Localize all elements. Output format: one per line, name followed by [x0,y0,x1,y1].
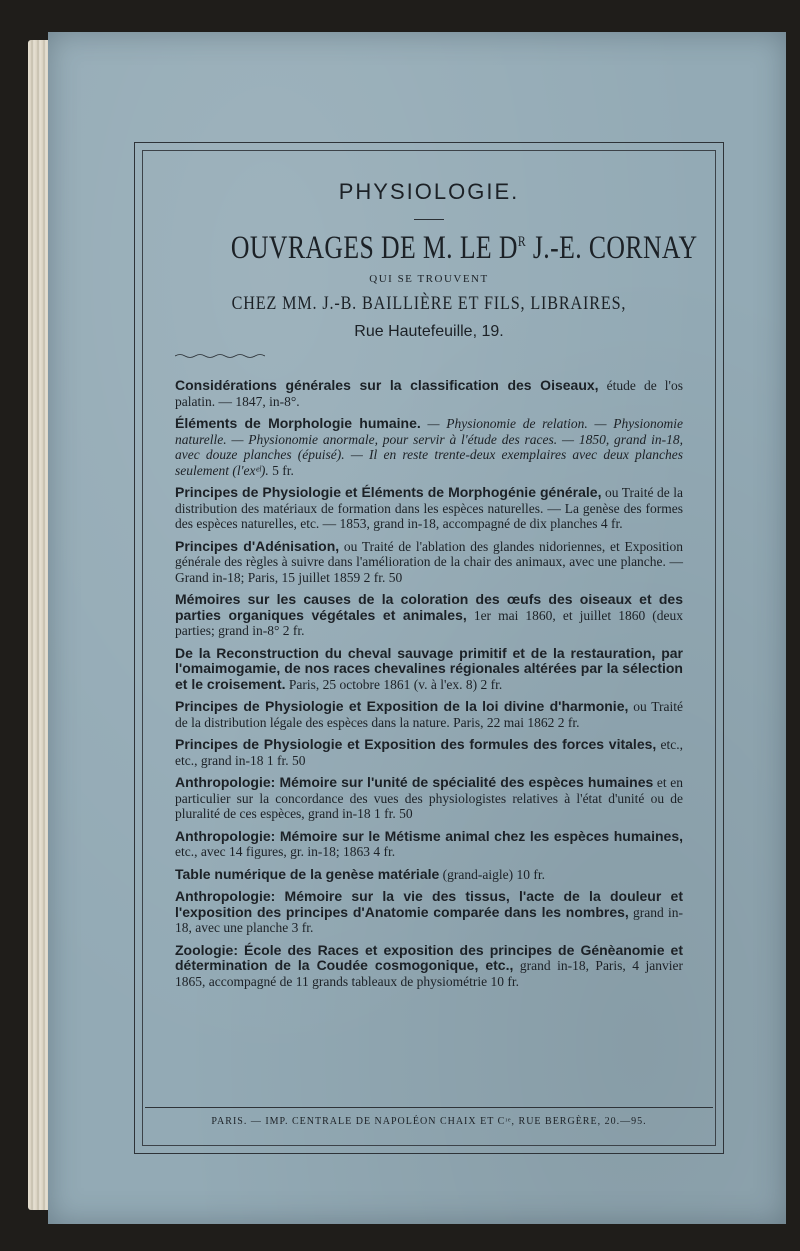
main-title-prefix: OUVRAGES DE M. LE D [230,230,518,266]
book-cover [48,32,786,1224]
entry-body: grand in-18, Paris, 4 janvier 1865, accompagné de 11 grands tableaux de physiométrie [175,958,684,989]
list-item [175,737,683,768]
entry-title: Éléments de Morphologie humaine. [175,415,421,431]
list-item [175,646,683,693]
address: Rue Hautefeuille, 19. [354,323,504,340]
entry-price: 1 fr. 50 [374,806,413,821]
list-item [175,539,683,586]
entry-body: (grand-aigle) [442,866,514,882]
entry-price: 2 fr. 50 [363,569,403,585]
entry-price: 10 fr. [490,973,520,989]
entry-title: Considérations générales sur la classification des Oiseaux, [175,377,599,393]
printer-imprint: PARIS. — IMP. CENTRALE DE NAPOLÉON CHAIX ET Cᶦᵉ, RUE BERGÈRE, 20.—95. [145,1107,713,1146]
list-item [175,889,683,936]
wavy-rule [175,353,265,359]
entry-price: 4 fr. [373,844,396,859]
list-item [175,775,683,822]
entry-title: Zoologie: École des Races et exposition des principes de Génèanomie et détermination de la Coudée cosmogonique, etc., [175,941,683,973]
entry-body: étude de l'os palatin. — 1847, in-8°. [175,378,683,409]
section-title: PHYSIOLOGIE. [338,179,520,204]
entry-price: 4 fr. [600,516,623,531]
entry-price: 2 fr. [557,714,580,730]
entry-body: ou Traité de la distribution des matériaux de formation dans les espèces naturelles. — La genèse des formes des espèces naturelles, etc. — 1853, grand in-18, accompagné de dix planches [175,485,684,531]
entry-body: et en particulier sur la concordance des vues des physiologistes relatives à l'état d'unité ou de pluralité de ces espèces, grand in-18 [175,775,684,821]
entry-title: Anthropologie: Mémoire sur la vie des tissus, l'acte de la douleur et l'exposition des principes d'Anatomie comparée dans les nombres, [175,888,683,920]
list-item [175,829,683,860]
entry-body: ou Traité de l'ablation des glandes nidoriennes, et Exposition générale des règles à suivre dans l'amélioration de la chair des animaux, avec une planche. — Grand in-18; Paris, 15 juillet 1859 [175,538,684,585]
entry-price: 2 fr. [282,623,305,638]
entry-title: Principes de Physiologie et Éléments de Morphogénie générale, [175,484,602,500]
entries-list [175,378,683,989]
entry-title: De la Reconstruction du cheval sauvage primitif et de la restauration, par l'omaimogamie, de nos races chevalines régionales altérées par la sélection et le croisement. [175,644,683,692]
entry-title: Principes de Physiologie et Exposition des formules des forces vitales, [175,736,657,752]
entry-title: Principes de Physiologie et Exposition de la loi divine d'harmonie, [175,698,629,714]
entry-body: Paris, 25 octobre 1861 (v. à l'ex. 8) [288,676,478,692]
list-item [175,416,683,478]
entry-body: etc., etc., grand in-18 [175,737,684,768]
list-item [175,378,683,409]
entry-price: 5 fr. [272,462,294,478]
list-item [175,592,683,639]
publisher: CHEZ MM. J.-B. BAILLIÈRE ET FILS, LIBRAIRES, [231,293,627,314]
entry-price: 3 fr. [291,920,314,935]
entry-body: — Physionomie de relation. — Physionomie naturelle. — Physionomie anormale, pour servir à l'étude des races. — 1850, grand in-18, avec douze planches (épuisé). — Il en reste trente-deux exemplaires avec deux planches seulement (l'exᵉˡ). [175,416,683,478]
entry-body: grand in-18, avec une planche [175,904,683,935]
entry-body: ou Traité de la distribution légale des espèces dans la nature. Paris, 22 mai 1862 [175,699,683,730]
list-item [175,699,683,730]
entry-price: 1 fr. 50 [266,752,306,768]
title-rule [414,219,444,220]
main-title-sup: R [517,234,527,250]
entry-title: Mémoires sur les causes de la coloration des œufs des oiseaux et des parties organiques végétales et animales, [175,591,683,623]
entry-body: etc., avec 14 figures, gr. in-18; 1863 [175,844,370,859]
cover-content [175,173,698,996]
list-item [175,867,683,883]
entry-title: Table numérique de la genèse matériale [175,865,440,882]
list-item [175,943,683,990]
entry-title: Anthropologie: Mémoire sur l'unité de spécialité des espèces humaines [175,774,654,790]
entry-title: Anthropologie: Mémoire sur le Métisme animal chez les espèces humaines, [175,827,683,844]
list-item [175,485,683,532]
border-frame [134,142,724,1154]
main-title-suffix: J.-E. CORNAY [526,230,698,266]
entry-body: 1er mai 1860, et juillet 1860 (deux parties; grand in-8° [175,607,683,638]
entry-price: 10 fr. [516,866,546,882]
subline: QUI SE TROUVENT [369,273,489,285]
main-title [230,230,698,267]
entry-price: 2 fr. [480,676,503,692]
entry-title: Principes d'Adénisation, [175,537,340,554]
